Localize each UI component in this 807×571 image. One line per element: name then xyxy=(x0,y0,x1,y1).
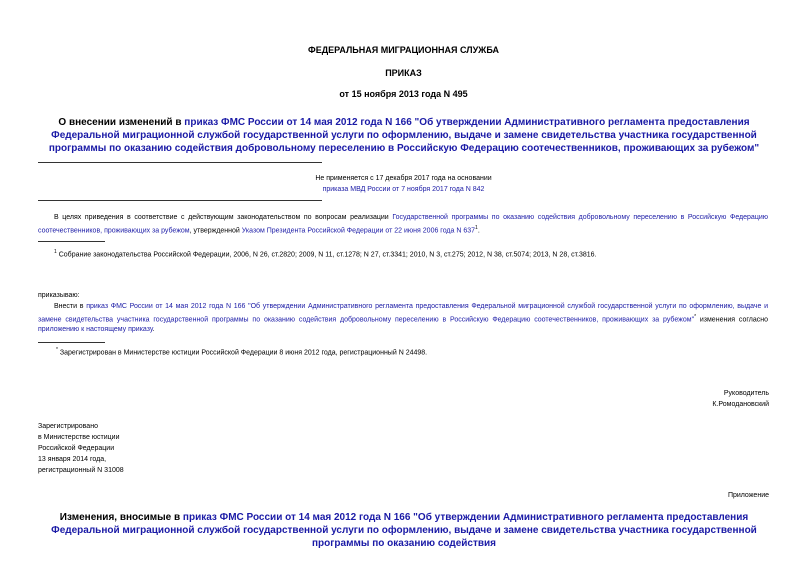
doc-type: ПРИКАЗ xyxy=(385,68,422,78)
signature-name: К.Ромодановский xyxy=(712,401,769,408)
appendix-title-link[interactable]: приказ ФМС России от 14 мая 2012 года N 166 "Об утверждении Административного регламента предоставления Федеральной миграционной службой государственной услуги по оформлению, выдаче и замене свидетельства участника государственной программы по оказанию содействия xyxy=(51,512,757,549)
registration-line: в Министерстве юстиции xyxy=(38,434,120,441)
preamble-text: В целях приведения в соответствие с действующим законодательством по вопросам реализации xyxy=(54,214,393,221)
registration-line: Российской Федерации xyxy=(38,445,115,452)
footnote-divider xyxy=(38,241,105,242)
order-appendix-link[interactable]: приложению к настоящему приказу xyxy=(38,326,153,334)
doc-date-number: от 15 ноября 2013 года N 495 xyxy=(339,89,468,99)
status-link-line xyxy=(0,185,807,195)
registration-line: Зарегистрировано xyxy=(38,423,98,430)
footnote-2 xyxy=(56,345,756,358)
footnote-text: Зарегистрирован в Министерстве юстиции Российской Федерации 8 июня 2012 года, регистрационный N 24498. xyxy=(59,349,428,357)
registration-line: 13 января 2014 года, xyxy=(38,456,107,463)
divider xyxy=(38,162,322,163)
order-paragraph xyxy=(38,302,768,335)
appendix-label: Приложение xyxy=(727,492,769,499)
footnote-1 xyxy=(54,247,774,260)
doc-title-prefix: О внесении изменений в xyxy=(58,117,185,128)
order-text: . xyxy=(152,326,155,334)
preamble-program-link[interactable]: Государственной программы по оказанию содействия добровольному переселению в Российскую Федерацию соотечественников, проживающих за рубежом xyxy=(38,214,768,235)
registration-block xyxy=(38,421,124,476)
doc-title xyxy=(44,116,764,155)
footnote-text: Собрание законодательства Российской Федерации, 2006, N 26, ст.2820; 2009, N 11, ст.1278; N 27, ст.3341; 2010, N 3, ст.275; 2012, N 38, ст.5074; 2013, N 28, ст.3816. xyxy=(58,251,597,259)
registration-line: регистрационный N 31008 xyxy=(38,467,124,474)
footnote-ref: 1 xyxy=(475,225,478,231)
order-amended-link[interactable]: приказ ФМС России от 14 мая 2012 года N 166 "Об утверждении Административного регламента предоставления Федеральной миграционной службой государственной услуги по оформлению, выдаче и замене свидетельства участника государственной программы по оказанию содействия добровольному переселению в Российскую Федерацию соотечественников, проживающих за рубежом" xyxy=(38,303,769,324)
signature-role: Руководитель xyxy=(723,390,769,397)
order-label: приказываю: xyxy=(38,292,80,299)
preamble-text: , утвержденной xyxy=(189,227,242,235)
footnote-divider xyxy=(38,342,105,343)
status-link[interactable]: приказа МВД России от 7 ноября 2017 года N 842 xyxy=(322,186,485,193)
status-note: Не применяется с 17 декабря 2017 года на основании xyxy=(315,175,492,182)
order-text: изменения согласно xyxy=(696,316,768,324)
footnote-marker: 1 xyxy=(54,249,57,255)
divider xyxy=(38,200,322,201)
footnote-ref: * xyxy=(694,314,697,320)
order-text: Внести в xyxy=(54,303,87,310)
doc-title-link[interactable]: приказ ФМС России от 14 мая 2012 года N 166 "Об утверждении Административного регламента предоставления Федеральной миграционной службой государственной услуги по оформлению, выдаче и замене свидетельства участника государственной программы по оказанию содействия добровольному переселению в Российскую Федерацию соотечественников, проживающих за рубежом" xyxy=(48,117,760,154)
agency-name: ФЕДЕРАЛЬНАЯ МИГРАЦИОННАЯ СЛУЖБА xyxy=(308,45,499,55)
preamble-paragraph: В целях приведения в соответствие с действующим законодательством по вопросам реализации Государственной программы по оказанию содействия добровольному переселению в Российскую Федерацию соотечественников, проживающих за рубежом, утвержденной Указом Президента Российской Федерации от 22 июня 2006 года N $637^1$. xyxy=(38,214,768,235)
appendix-title xyxy=(44,511,764,550)
preamble-decree-link[interactable]: Указом Президента Российской Федерации от 22 июня 2006 года N 637 xyxy=(241,227,476,235)
footnote-marker: * xyxy=(56,347,58,353)
appendix-title-prefix: Изменения, вносимые в xyxy=(59,512,183,523)
